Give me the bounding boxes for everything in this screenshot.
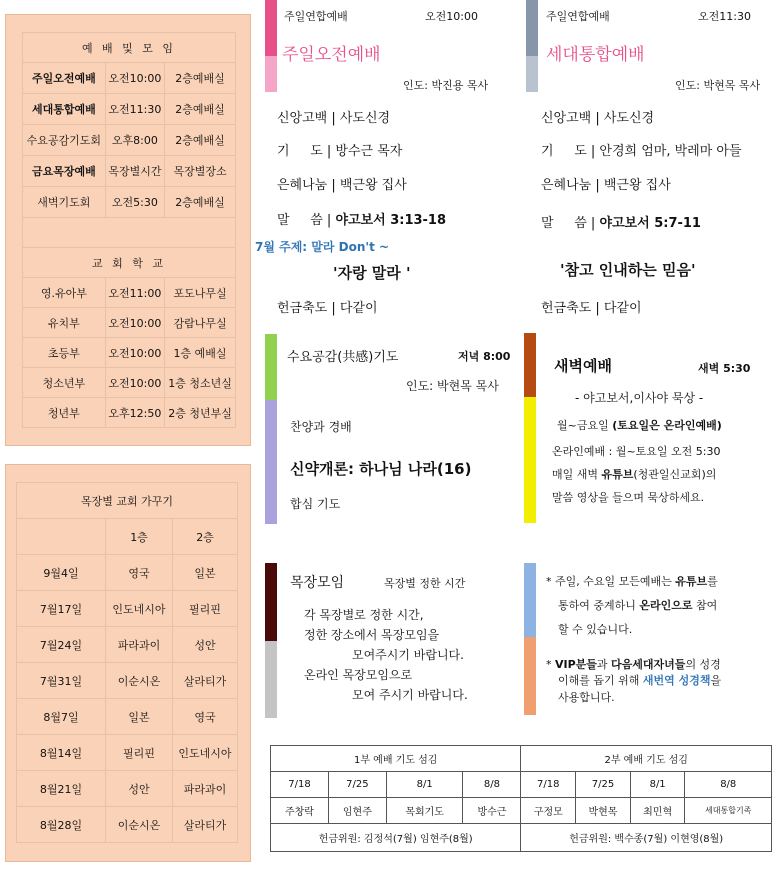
table-row: 세대통합예배 오전11:30 2층예배실 xyxy=(23,94,236,125)
group-line3: 모여주시기 바랍니다. xyxy=(352,648,464,662)
service1-accent-bar-light xyxy=(265,56,277,92)
group-title: 목장모임 xyxy=(290,575,345,591)
group-line2: 정한 장소에서 목장모임을 xyxy=(304,628,440,642)
service2-word-row xyxy=(541,212,701,231)
table-row: 수요공감기도회 오후8:00 2층예배실 xyxy=(23,125,236,156)
service2-creed: 신앙고백 | 사도신경 xyxy=(541,111,655,126)
service2-grace: 은혜나눔 | 백근왕 집사 xyxy=(541,178,671,193)
table-row: 8월28일 이순시온 살라티가 xyxy=(17,807,238,843)
service1-word: 야고보서 3:13-18 xyxy=(335,213,447,228)
wednesday-title: 수요공감(共感)기도 xyxy=(287,350,399,365)
dawn-line3: 온라인예배 : 월~토요일 오전 5:30 xyxy=(552,445,721,458)
service1-theme: 7월 주제: 말라 Don't ~ xyxy=(255,240,390,254)
wednesday-leader: 인도: 박현목 목사 xyxy=(406,379,499,393)
table-row: 청소년부 오전10:00 1층 청소년실 xyxy=(23,368,236,398)
dawn-accent-bar xyxy=(524,333,536,397)
notice-accent-bar-light xyxy=(524,637,536,715)
wednesday-line1: 찬양과 경배 xyxy=(290,420,352,434)
service1-word-label: 말 씀 | xyxy=(277,213,336,228)
group-line5: 모여 주시기 바랍니다. xyxy=(352,688,468,702)
service2-header: 주일연합예배 xyxy=(546,10,610,23)
wednesday-line2: 신약개론: 하나님 나라(16) xyxy=(290,460,472,478)
service1-prayer: 기 도 | 방수근 목자 xyxy=(277,144,403,159)
school-title: 교 회 학 교 xyxy=(23,248,236,278)
prayer-table xyxy=(270,745,772,852)
group-line4: 온라인 목장모임으로 xyxy=(304,668,413,682)
service1-leader: 인도: 박진용 목사 xyxy=(403,79,489,92)
dawn-title: 새벽예배 xyxy=(554,357,612,375)
service2-accent-bar xyxy=(526,0,538,56)
part2-title: 2부 예배 기도 섬김 xyxy=(521,746,772,772)
group-line1: 각 목장별로 정한 시간, xyxy=(304,608,424,622)
cleaning-table: 목장별 교회 가꾸기 1층 2층 9월4일 영국 일본 7월17일 인도네시아 필리핀 7월24일 파라과이 성안 7월31일 이순시온 살라티가 8월7일 일본 영국 8월14일 필리핀 인도네시아 8월21일 성안 파라과이 8월28일 이순시온 살라티가 xyxy=(16,482,238,843)
service1-title: 주일오전예배 xyxy=(282,45,381,65)
group-accent-bar xyxy=(265,563,277,641)
table-row: 7월17일 인도네시아 필리핀 xyxy=(17,591,238,627)
service1-sermon: '자랑 말라 ' xyxy=(333,264,411,282)
service1-offering: 헌금축도 | 다같이 xyxy=(277,301,378,316)
notice-line4: * VIP분들과 다음세대자녀들의 성경 xyxy=(546,658,721,671)
service2-word-label: 말 씀 | xyxy=(541,216,600,231)
table-row: 금요목장예배 목장별시간 목장별장소 xyxy=(23,156,236,187)
wednesday-line3: 합심 기도 xyxy=(290,497,341,511)
table-row: 8월7일 일본 영국 xyxy=(17,699,238,735)
group-subtitle: 목장별 정한 시간 xyxy=(384,577,466,590)
table-row: 7월31일 이순시온 살라티가 xyxy=(17,663,238,699)
service2-leader: 인도: 박현목 목사 xyxy=(675,79,761,92)
cleaning-title: 목장별 교회 가꾸기 xyxy=(17,483,238,519)
group-accent-bar-light xyxy=(265,641,277,718)
table-row: 초등부 오전10:00 1층 예배실 xyxy=(23,338,236,368)
service2-word: 야고보서 5:7-11 xyxy=(599,216,701,231)
service1-creed: 신앙고백 | 사도신경 xyxy=(277,111,391,126)
service2-offering: 헌금축도 | 다같이 xyxy=(541,301,642,316)
service2-time: 오전11:30 xyxy=(698,10,751,23)
dawn-line5: 말씀 영상을 들으며 묵상하세요. xyxy=(552,491,705,504)
dawn-line4: 매일 새벽 유튜브(청관일신교회)의 xyxy=(552,468,717,481)
table-row: 8월14일 필리핀 인도네시아 xyxy=(17,735,238,771)
table-row: 청년부 오후12:50 2층 청년부실 xyxy=(23,398,236,428)
service1-word-row xyxy=(277,209,446,228)
schedule-table xyxy=(22,32,236,428)
dawn-time: 새벽 5:30 xyxy=(698,362,751,375)
service1-grace: 은혜나눔 | 백근왕 집사 xyxy=(277,178,407,193)
table-row: 주창락 임현주 목회기도 방수근 구정모 박현목 최민혁 세대통합기족 xyxy=(271,798,772,824)
dawn-line2: 월~금요일 (토요일은 온라인예배) xyxy=(557,419,722,432)
table-row: 영.유아부 오전11:00 포도나무실 xyxy=(23,278,236,308)
table-row: 7/18 7/25 8/1 8/8 7/18 7/25 8/1 8/8 xyxy=(271,772,772,798)
table-row: 9월4일 영국 일본 xyxy=(17,555,238,591)
schedule-title: 예 배 및 모 임 xyxy=(23,33,236,63)
part1-title: 1부 예배 기도 섬김 xyxy=(271,746,521,772)
service1-accent-bar xyxy=(265,0,277,56)
notice-line1: * 주일, 수요일 모든예배는 유튜브를 xyxy=(546,575,718,588)
dawn-accent-bar-light xyxy=(524,397,536,523)
notice-accent-bar xyxy=(524,563,536,637)
service1-time: 오전10:00 xyxy=(425,10,478,23)
service2-prayer: 기 도 | 안경희 엄마, 박레마 아들 xyxy=(541,144,742,159)
service2-accent-bar-light xyxy=(526,56,538,92)
notice-line2: 통하여 중계하니 온라인으로 참여 xyxy=(558,599,718,612)
wednesday-time: 저녁 8:00 xyxy=(458,350,511,363)
service1-header: 주일연합예배 xyxy=(284,10,348,23)
service2-title: 세대통합예배 xyxy=(546,45,645,65)
table-row: 7월24일 파라과이 성안 xyxy=(17,627,238,663)
table-row: 8월21일 성안 파라과이 xyxy=(17,771,238,807)
offering2: 헌금위원: 백수종(7월) 이현영(8월) xyxy=(521,824,772,852)
wednesday-accent-bar-light xyxy=(265,400,277,524)
notice-line3: 할 수 있습니다. xyxy=(558,623,633,636)
dawn-line1: - 야고보서,이사야 묵상 - xyxy=(575,391,704,405)
table-row: 새벽기도회 오전5:30 2층예배실 xyxy=(23,187,236,218)
notice-line6: 사용합니다. xyxy=(558,691,615,704)
notice-line5: 이해를 돕기 위해 새번역 성경책을 xyxy=(558,674,722,687)
offering1: 헌금위원: 김정석(7월) 임현주(8월) xyxy=(271,824,521,852)
service2-sermon: '참고 인내하는 믿음' xyxy=(560,261,696,279)
table-row: 유치부 오전10:00 감람나무실 xyxy=(23,308,236,338)
table-row: 주일오전예배 오전10:00 2층예배실 xyxy=(23,63,236,94)
wednesday-accent-bar xyxy=(265,334,277,400)
